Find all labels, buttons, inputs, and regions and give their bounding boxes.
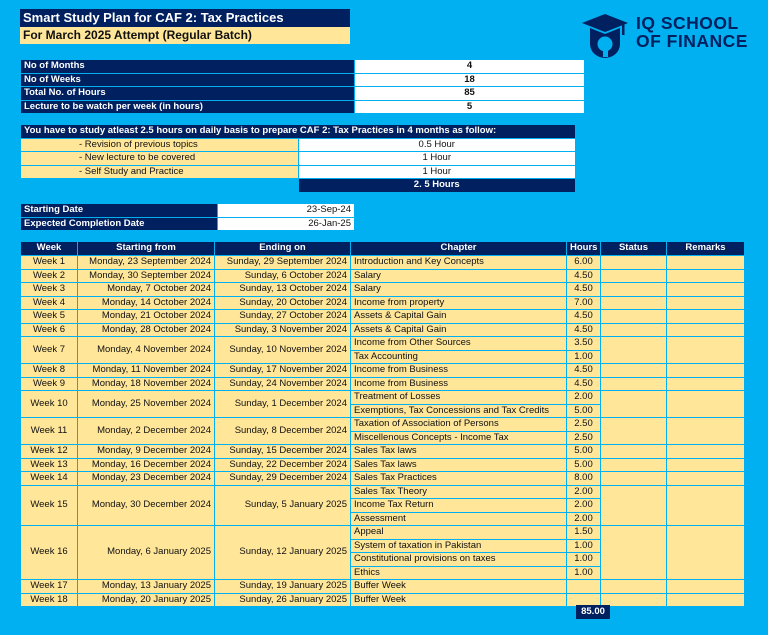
start-date-cell: Monday, 6 January 2025 — [78, 526, 215, 580]
table-row — [21, 377, 745, 391]
dates-table — [20, 203, 355, 231]
hours-cell: 4.50 — [567, 269, 601, 283]
end-date-cell: Sunday, 26 January 2025 — [215, 593, 351, 607]
week-cell: Week 2 — [21, 269, 78, 283]
total-hours: 85.00 — [576, 605, 610, 619]
week-cell: Week 14 — [21, 472, 78, 486]
remarks-cell[interactable] — [667, 458, 745, 472]
hours-cell: 2.00 — [567, 512, 601, 526]
remarks-cell[interactable] — [667, 472, 745, 486]
remarks-cell[interactable] — [667, 337, 745, 364]
remarks-cell[interactable] — [667, 445, 745, 459]
remarks-cell[interactable] — [667, 269, 745, 283]
date-value: 23-Sep-24 — [218, 204, 355, 218]
summary-row — [21, 87, 585, 101]
column-header-hours: Hours — [567, 242, 601, 256]
week-cell: Week 3 — [21, 283, 78, 297]
status-cell[interactable] — [601, 296, 667, 310]
hours-cell: 1.00 — [567, 566, 601, 580]
hours-cell: 7.00 — [567, 296, 601, 310]
status-cell[interactable] — [601, 485, 667, 526]
chapter-cell: Income Tax Return — [351, 499, 567, 513]
column-header-starting-from: Starting from — [78, 242, 215, 256]
week-cell: Week 6 — [21, 323, 78, 337]
week-cell: Week 10 — [21, 391, 78, 418]
start-date-cell: Monday, 30 September 2024 — [78, 269, 215, 283]
start-date-cell: Monday, 11 November 2024 — [78, 364, 215, 378]
daily-plan-value: 0.5 Hour — [298, 138, 576, 152]
chapter-cell: Income from Other Sources — [351, 337, 567, 351]
hours-cell: 1.50 — [567, 526, 601, 540]
table-row — [21, 256, 745, 270]
summary-label: No of Weeks — [21, 73, 355, 87]
week-cell: Week 13 — [21, 458, 78, 472]
daily-plan-total: 2. 5 Hours — [298, 179, 576, 193]
logo-line-2: OF FINANCE — [636, 31, 748, 51]
end-date-cell: Sunday, 27 October 2024 — [215, 310, 351, 324]
column-header-week: Week — [21, 242, 78, 256]
start-date-cell: Monday, 9 December 2024 — [78, 445, 215, 459]
hours-cell: 2.00 — [567, 499, 601, 513]
chapter-cell: Sales Tax Practices — [351, 472, 567, 486]
chapter-cell: Assets & Capital Gain — [351, 310, 567, 324]
week-cell: Week 11 — [21, 418, 78, 445]
status-cell[interactable] — [601, 269, 667, 283]
status-cell[interactable] — [601, 364, 667, 378]
hours-cell: 8.00 — [567, 472, 601, 486]
week-cell: Week 7 — [21, 337, 78, 364]
start-date-cell: Monday, 21 October 2024 — [78, 310, 215, 324]
hours-cell: 2.50 — [567, 418, 601, 432]
end-date-cell: Sunday, 29 September 2024 — [215, 256, 351, 270]
column-header-remarks: Remarks — [667, 242, 745, 256]
end-date-cell: Sunday, 6 October 2024 — [215, 269, 351, 283]
status-cell[interactable] — [601, 526, 667, 580]
end-date-cell: Sunday, 15 December 2024 — [215, 445, 351, 459]
end-date-cell: Sunday, 24 November 2024 — [215, 377, 351, 391]
week-cell: Week 5 — [21, 310, 78, 324]
date-value: 26-Jan-25 — [218, 217, 355, 231]
start-date-cell: Monday, 23 December 2024 — [78, 472, 215, 486]
hours-cell — [567, 580, 601, 594]
summary-label: Total No. of Hours — [21, 87, 355, 101]
start-date-cell: Monday, 20 January 2025 — [78, 593, 215, 607]
week-cell: Week 9 — [21, 377, 78, 391]
week-cell: Week 17 — [21, 580, 78, 594]
table-row — [21, 364, 745, 378]
status-cell[interactable] — [601, 283, 667, 297]
status-cell[interactable] — [601, 310, 667, 324]
end-date-cell: Sunday, 20 October 2024 — [215, 296, 351, 310]
chapter-cell: Appeal — [351, 526, 567, 540]
date-label: Starting Date — [21, 204, 218, 218]
remarks-cell[interactable] — [667, 377, 745, 391]
chapter-cell: Income from Business — [351, 377, 567, 391]
chapter-cell: Exemptions, Tax Concessions and Tax Credits — [351, 404, 567, 418]
summary-table — [20, 59, 585, 114]
chapter-cell: System of taxation in Pakistan — [351, 539, 567, 553]
status-cell[interactable] — [601, 458, 667, 472]
hours-cell: 1.00 — [567, 539, 601, 553]
chapter-cell: Constitutional provisions on taxes — [351, 553, 567, 567]
remarks-cell[interactable] — [667, 526, 745, 580]
logo — [578, 6, 768, 58]
week-cell: Week 8 — [21, 364, 78, 378]
daily-plan-header: You have to study atleast 2.5 hours on daily basis to prepare CAF 2: Tax Practices in 4 months as follow: — [21, 125, 576, 139]
summary-row — [21, 73, 585, 87]
week-cell: Week 4 — [21, 296, 78, 310]
start-date-cell: Monday, 13 January 2025 — [78, 580, 215, 594]
start-date-cell: Monday, 25 November 2024 — [78, 391, 215, 418]
chapter-cell: Sales Tax laws — [351, 445, 567, 459]
hours-cell: 4.50 — [567, 323, 601, 337]
chapter-cell: Income from Business — [351, 364, 567, 378]
date-label: Expected Completion Date — [21, 217, 218, 231]
start-date-cell: Monday, 7 October 2024 — [78, 283, 215, 297]
end-date-cell: Sunday, 17 November 2024 — [215, 364, 351, 378]
chapter-cell: Sales Tax laws — [351, 458, 567, 472]
chapter-cell: Ethics — [351, 566, 567, 580]
end-date-cell: Sunday, 22 December 2024 — [215, 458, 351, 472]
week-cell: Week 15 — [21, 485, 78, 526]
chapter-cell: Buffer Week — [351, 593, 567, 607]
table-row — [21, 310, 745, 324]
start-date-cell: Monday, 4 November 2024 — [78, 337, 215, 364]
hours-cell: 5.00 — [567, 458, 601, 472]
status-cell[interactable] — [601, 593, 667, 607]
daily-plan-table — [20, 124, 576, 193]
hours-cell: 3.50 — [567, 337, 601, 351]
week-cell: Week 18 — [21, 593, 78, 607]
table-row — [21, 580, 745, 594]
column-header-status: Status — [601, 242, 667, 256]
table-row — [21, 296, 745, 310]
status-cell[interactable] — [601, 377, 667, 391]
page-title: Smart Study Plan for CAF 2: Tax Practices — [20, 9, 350, 27]
chapter-cell: Miscellenous Concepts - Income Tax — [351, 431, 567, 445]
daily-plan-label: - Revision of previous topics — [21, 138, 299, 152]
hours-cell: 4.50 — [567, 310, 601, 324]
hours-cell: 2.00 — [567, 485, 601, 499]
status-cell[interactable] — [601, 445, 667, 459]
daily-plan-row — [21, 152, 576, 166]
hours-cell: 4.50 — [567, 283, 601, 297]
end-date-cell: Sunday, 29 December 2024 — [215, 472, 351, 486]
table-row — [21, 526, 745, 540]
end-date-cell: Sunday, 12 January 2025 — [215, 526, 351, 580]
graduation-cap-logo-icon — [582, 14, 628, 58]
hours-cell: 6.00 — [567, 256, 601, 270]
week-cell: Week 16 — [21, 526, 78, 580]
table-row — [21, 283, 745, 297]
summary-row — [21, 100, 585, 114]
status-cell[interactable] — [601, 337, 667, 364]
page-subtitle: For March 2025 Attempt (Regular Batch) — [20, 27, 350, 44]
start-date-cell: Monday, 2 December 2024 — [78, 418, 215, 445]
date-row — [21, 217, 355, 231]
end-date-cell: Sunday, 13 October 2024 — [215, 283, 351, 297]
hours-cell: 2.00 — [567, 391, 601, 405]
end-date-cell: Sunday, 19 January 2025 — [215, 580, 351, 594]
summary-row — [21, 60, 585, 74]
summary-value: 18 — [355, 73, 585, 87]
schedule-table — [20, 241, 745, 607]
start-date-cell: Monday, 14 October 2024 — [78, 296, 215, 310]
table-row — [21, 485, 745, 499]
end-date-cell: Sunday, 1 December 2024 — [215, 391, 351, 418]
start-date-cell: Monday, 18 November 2024 — [78, 377, 215, 391]
week-cell: Week 12 — [21, 445, 78, 459]
remarks-cell[interactable] — [667, 485, 745, 526]
date-row — [21, 204, 355, 218]
remarks-cell[interactable] — [667, 310, 745, 324]
status-cell[interactable] — [601, 391, 667, 418]
end-date-cell: Sunday, 5 January 2025 — [215, 485, 351, 526]
hours-cell: 1.00 — [567, 553, 601, 567]
chapter-cell: Introduction and Key Concepts — [351, 256, 567, 270]
daily-plan-row — [21, 165, 576, 179]
table-row — [21, 472, 745, 486]
remarks-cell[interactable] — [667, 580, 745, 594]
chapter-cell: Buffer Week — [351, 580, 567, 594]
week-cell: Week 1 — [21, 256, 78, 270]
table-row — [21, 337, 745, 351]
table-row — [21, 458, 745, 472]
chapter-cell: Salary — [351, 283, 567, 297]
remarks-cell[interactable] — [667, 593, 745, 607]
start-date-cell: Monday, 16 December 2024 — [78, 458, 215, 472]
hours-cell: 5.00 — [567, 404, 601, 418]
chapter-cell: Salary — [351, 269, 567, 283]
summary-label: Lecture to be watch per week (in hours) — [21, 100, 355, 114]
column-header-chapter: Chapter — [351, 242, 567, 256]
remarks-cell[interactable] — [667, 256, 745, 270]
status-cell[interactable] — [601, 418, 667, 445]
remarks-cell[interactable] — [667, 283, 745, 297]
title-block — [20, 9, 350, 44]
chapter-cell: Treatment of Losses — [351, 391, 567, 405]
chapter-cell: Sales Tax Theory — [351, 485, 567, 499]
start-date-cell: Monday, 28 October 2024 — [78, 323, 215, 337]
daily-plan-label: - Self Study and Practice — [21, 165, 299, 179]
table-row — [21, 391, 745, 405]
summary-label: No of Months — [21, 60, 355, 74]
column-header-ending-on: Ending on — [215, 242, 351, 256]
remarks-cell[interactable] — [667, 391, 745, 418]
logo-text — [636, 14, 748, 50]
hours-cell: 5.00 — [567, 445, 601, 459]
daily-plan-value: 1 Hour — [298, 152, 576, 166]
hours-cell: 1.00 — [567, 350, 601, 364]
hours-cell: 2.50 — [567, 431, 601, 445]
chapter-cell: Tax Accounting — [351, 350, 567, 364]
table-row — [21, 269, 745, 283]
table-row — [21, 418, 745, 432]
table-row — [21, 445, 745, 459]
summary-value: 4 — [355, 60, 585, 74]
hours-cell: 4.50 — [567, 364, 601, 378]
remarks-cell[interactable] — [667, 418, 745, 445]
logo-line-1: IQ SCHOOL — [636, 13, 739, 33]
chapter-cell: Income from property — [351, 296, 567, 310]
chapter-cell: Assets & Capital Gain — [351, 323, 567, 337]
status-cell[interactable] — [601, 472, 667, 486]
table-row — [21, 593, 745, 607]
chapter-cell: Taxation of Association of Persons — [351, 418, 567, 432]
hours-cell: 4.50 — [567, 377, 601, 391]
remarks-cell[interactable] — [667, 364, 745, 378]
remarks-cell[interactable] — [667, 296, 745, 310]
status-cell[interactable] — [601, 256, 667, 270]
start-date-cell: Monday, 30 December 2024 — [78, 485, 215, 526]
end-date-cell: Sunday, 10 November 2024 — [215, 337, 351, 364]
chapter-cell: Assessment — [351, 512, 567, 526]
start-date-cell: Monday, 23 September 2024 — [78, 256, 215, 270]
summary-value: 85 — [355, 87, 585, 101]
daily-plan-value: 1 Hour — [298, 165, 576, 179]
remarks-cell[interactable] — [667, 323, 745, 337]
table-row — [21, 323, 745, 337]
end-date-cell: Sunday, 3 November 2024 — [215, 323, 351, 337]
status-cell[interactable] — [601, 580, 667, 594]
end-date-cell: Sunday, 8 December 2024 — [215, 418, 351, 445]
summary-value: 5 — [355, 100, 585, 114]
daily-plan-row — [21, 138, 576, 152]
daily-plan-label: - New lecture to be covered — [21, 152, 299, 166]
status-cell[interactable] — [601, 323, 667, 337]
